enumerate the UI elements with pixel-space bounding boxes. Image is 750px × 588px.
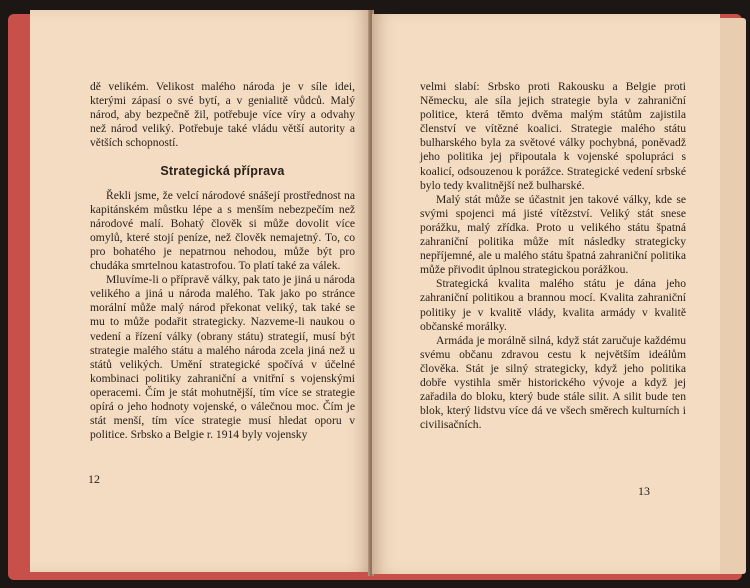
right-paragraph-2: Malý stát může se účastnit jen takové války, kde se svými spojenci má jisté vítězství. Veliký stát snese porážku, malý zřídka. Proto u velikého státu špatná zahraniční politika může mít následky strategicky nepříjemné, ale u malého státu špatná zahraniční politika může přivodit úplnou strategickou porážkou. <box>420 192 686 277</box>
left-paragraph-2: Řekli jsme, že velcí národové snášejí prostřednost na kapitánském můstku lépe a s menším nebezpečím než národové malí. Bohatý člověk si může dovolit více omylů, které stojí peníze, než člověk nemajetný. To, co pro bohatého je nepatrnou nehodou, může být pro chudáka smrtelnou katastrofou. To platí také za válek. <box>90 188 355 273</box>
left-paragraph-1: dě velikém. Velikost malého národa je v síle idei, kterými zápasí o své bytí, a v genialitě vůdců. Malý národ, aby bezpečně žil, potřebuje více víry a odvahy než národ veliký. Potřebuje také vládu větší autority a větších schopností. <box>90 80 355 150</box>
left-page <box>30 10 370 572</box>
right-page <box>372 14 720 574</box>
right-text-column <box>420 80 686 432</box>
right-paragraph-3: Strategická kvalita malého státu je dána jeho zahraniční politikou a brannou mocí. Kvalita zahraniční politiky je v kvalitě vlády, kvalita armády v kvalitě občanské morálky. <box>420 277 686 333</box>
section-heading: Strategická příprava <box>160 164 285 179</box>
left-page-number: 12 <box>88 472 100 486</box>
right-paragraph-1: velmi slabí: Srbsko proti Rakousku a Belgie proti Německu, ale síla jejich strategie byla v zahraniční politice, která těmto dvěma malým státům zajistila členství ve vítězné koalici. Strategie malého státu bulharského byla za světové války pochybná, poněvadž jeho politika jej připoutala k vojenské spolupráci s koalicí, odsouzenou k porážce. Strategické vedení srbské bylo tedy kvalitnější než bulharské. <box>420 80 686 192</box>
page-edges <box>718 18 746 574</box>
left-paragraph-3: Mluvíme-li o přípravě války, pak tato je jiná u národa velikého a jiná u národa malého. Tak jako po stránce morální může malý národ překonat veliký, tak také se mu to může podařit strategicky. Nazveme-li naukou o vedení a řízení války (obrany státu) strategií, musí být strategie malého státu a malého národa zcela jiná než u států velikých. Umění strategické spočívá v účelné kombinaci politiky zahraniční a vnitřní s vojenskými operacemi. Čím je stát mohutnější, tím více se strategie opírá o jeho hodnoty vojenské, o válečnou moc. Čím je stát menší, tím více strategie musí hledat oporu v politice. Srbsko a Belgie r. 1914 byly vojensky <box>90 273 355 442</box>
right-paragraph-4: Armáda je morálně silná, když stát zaručuje každému svému občanu zdravou cestu k největším ideálům člověka. Stát je silný strategicky, když jeho politika dobře vystihla směr historického vývoje a když jej zařadila do bloku, který bude stále silit. A silit bude ten blok, který lidstvu více dá ve všech směrech kulturních i civilisačních. <box>420 333 686 432</box>
right-page-number: 13 <box>638 484 650 498</box>
left-text-column <box>90 80 355 442</box>
